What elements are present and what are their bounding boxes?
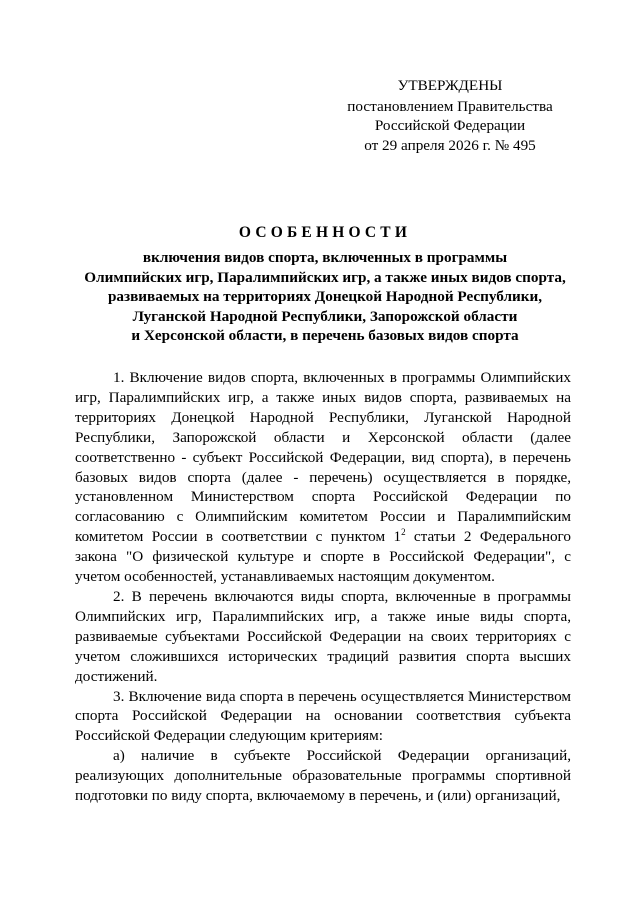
subtitle-line: Луганской Народной Республики, Запорожской области	[132, 307, 518, 325]
paragraph-3: 3. Включение вида спорта в перечень осуществляется Министерством спорта Российской Федерации на основании соответствия субъекта Российской Федерации следующим критериям:	[75, 687, 571, 745]
approved-date-line: от 29 апреля 2026 г. № 495	[364, 136, 536, 154]
approval-stamp	[330, 76, 570, 155]
paragraph-2: 2. В перечень включаются виды спорта, включенные в программы Олимпийских игр, Паралимпийских игр, а также иные виды спорта, развиваемые субъектами Российской Федерации на своих территориях с учетом сложившихся исторических традиций развития спорта высших достижений.	[75, 587, 571, 685]
footnote-superscript: 2	[401, 527, 406, 538]
subtitle-line: и Херсонской области, в перечень базовых видов спорта	[131, 327, 519, 345]
approved-authority-line: Российской Федерации	[374, 117, 526, 134]
subtitle-line: Олимпийских игр, Паралимпийских игр, а также иных видов спорта,	[84, 268, 566, 286]
approved-heading: УТВЕРЖДЕНЫ	[397, 77, 503, 94]
paragraph-1	[75, 368, 571, 587]
approved-by-line: постановлением Правительства	[347, 97, 553, 115]
paragraph-1-continuation: статьи 2 Федерального закона "О физической культуре и спорте в Российской Федерации", с учетом особенностей, устанавливаемых настоящим документом.	[75, 528, 572, 586]
document-title: ОСОБЕННОСТИ	[238, 224, 412, 241]
subtitle-line: включения видов спорта, включенных в программы	[142, 249, 508, 266]
paragraph-1-text: 1. Включение видов спорта, включенных в программы Олимпийских игр, Паралимпийских игр, а также иных видов спорта, развиваемых на территориях Донецкой Народной Республики, Луганской Народной Республики, Запорожской области и Херсонской области (далее соответственно - субъект Российской Федерации, вид спорта), в перечень базовых видов спорта (далее - перечень) осуществляется в порядке, установленном Министерством спорта Российской Федерации по согласованию с Олимпийским комитетом России и Паралимпийским комитетом России в соответствии с пунктом 1	[75, 369, 571, 546]
paragraph-3a: а) наличие в субъекте Российской Федерации организаций, реализующих дополнительные образовательные программы спортивной подготовки по виду спорта, включаемому в перечень, и (или) организаций,	[75, 747, 571, 805]
document-body	[75, 368, 571, 806]
subtitle-line: развиваемых на территориях Донецкой Народной Республики,	[107, 288, 543, 306]
document-subtitle	[60, 248, 590, 346]
